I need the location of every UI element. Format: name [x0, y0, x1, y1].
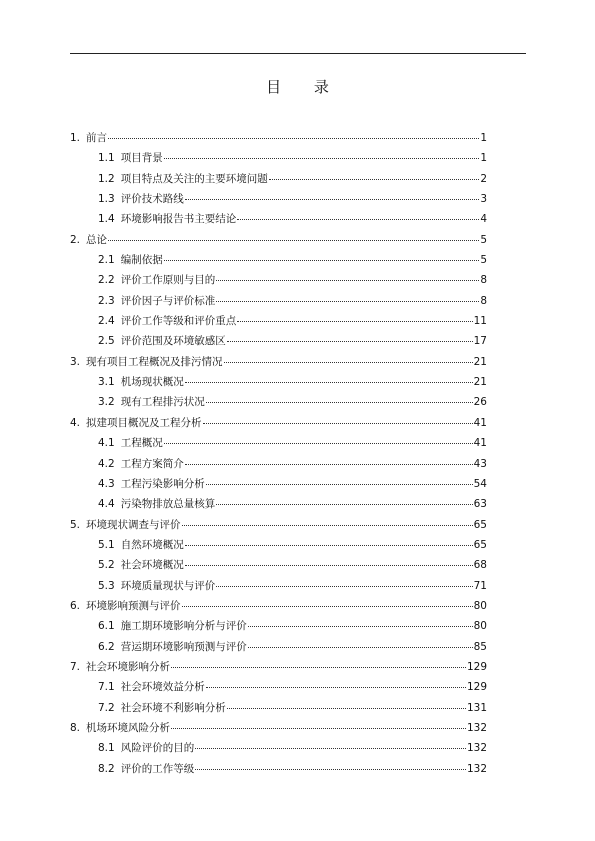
- toc-page-number: 54: [473, 477, 487, 490]
- toc-entry-number: 1.1: [98, 152, 115, 165]
- toc-section-entry[interactable]: [70, 291, 487, 311]
- toc-entry-number: 2.1: [98, 254, 115, 267]
- toc-dot-leader: [185, 464, 473, 465]
- toc-entry-title: 环境质量现状与评价: [120, 579, 216, 592]
- toc-section-entry[interactable]: [70, 494, 487, 514]
- toc-section-entry[interactable]: [70, 392, 487, 412]
- toc-entry-number: 4.2: [98, 457, 115, 470]
- toc-dot-leader: [269, 179, 480, 180]
- toc-page-number: 26: [473, 396, 487, 409]
- toc-section-entry[interactable]: [70, 331, 487, 351]
- toc-dot-leader: [237, 219, 479, 220]
- toc-entry-title: 前言: [86, 132, 108, 144]
- toc-page-number: 5: [480, 233, 487, 246]
- toc-section-entry[interactable]: [70, 148, 487, 168]
- toc-entry-number: 5.: [70, 518, 81, 531]
- toc-entry-number: 7.: [70, 660, 81, 673]
- toc-dot-leader: [224, 362, 473, 363]
- toc-page-number: 21: [473, 376, 487, 389]
- toc-chapter-entry[interactable]: [70, 718, 487, 738]
- toc-entry-number: 4.3: [98, 477, 115, 490]
- toc-entry-number: 5.2: [98, 559, 115, 572]
- toc-section-entry[interactable]: [70, 270, 487, 290]
- toc-page-number: 129: [466, 660, 487, 673]
- toc-page-number: 65: [473, 538, 487, 551]
- toc-section-entry[interactable]: [70, 677, 487, 697]
- toc-entry-number: 8.1: [98, 742, 115, 755]
- toc-dot-leader: [108, 138, 479, 139]
- table-of-contents: [70, 128, 487, 779]
- toc-dot-leader: [216, 301, 479, 302]
- toc-dot-leader: [182, 525, 473, 526]
- toc-entry-number: 1.: [70, 132, 81, 144]
- toc-section-entry[interactable]: [70, 738, 487, 758]
- toc-entry-number: 3.: [70, 355, 81, 368]
- toc-entry-title: 机场环境风险分析: [86, 721, 171, 734]
- toc-entry-title: 营运期环境影响预测与评价: [120, 640, 247, 653]
- toc-page-number: 68: [473, 559, 487, 572]
- toc-entry-title: 拟建项目概况及工程分析: [86, 416, 202, 429]
- toc-section-entry[interactable]: [70, 759, 487, 779]
- toc-page-number: 71: [473, 579, 487, 592]
- toc-entry-number: 2.: [70, 233, 81, 246]
- toc-entry-title: 环境影响预测与评价: [86, 599, 181, 612]
- toc-section-entry[interactable]: [70, 454, 487, 474]
- toc-page-number: 8: [480, 274, 487, 287]
- toc-dot-leader: [248, 626, 473, 627]
- toc-entry-title: 项目背景: [120, 152, 163, 165]
- toc-entry-title: 现有项目工程概况及排污情况: [86, 355, 223, 368]
- toc-entry-title: 自然环境概况: [120, 538, 184, 551]
- toc-dot-leader: [185, 545, 473, 546]
- toc-entry-title: 社会环境影响分析: [86, 660, 171, 673]
- toc-page-number: 85: [473, 640, 487, 653]
- toc-section-entry[interactable]: [70, 535, 487, 555]
- toc-dot-leader: [182, 606, 473, 607]
- toc-entry-title: 总论: [86, 233, 108, 246]
- toc-dot-leader: [164, 443, 473, 444]
- toc-entry-number: 8.: [70, 721, 81, 734]
- toc-dot-leader: [216, 586, 472, 587]
- toc-section-entry[interactable]: [70, 250, 487, 270]
- toc-dot-leader: [185, 565, 473, 566]
- header-rule: [70, 53, 526, 54]
- toc-section-entry[interactable]: [70, 637, 487, 657]
- toc-entry-title: 环境影响报告书主要结论: [120, 213, 237, 226]
- toc-dot-leader: [216, 280, 479, 281]
- toc-entry-title: 工程方案简介: [120, 457, 184, 470]
- toc-chapter-entry[interactable]: [70, 352, 487, 372]
- toc-entry-number: 5.3: [98, 579, 115, 592]
- toc-entry-title: 工程污染影响分析: [120, 477, 205, 490]
- toc-entry-number: 2.5: [98, 335, 115, 348]
- toc-entry-title: 社会环境效益分析: [120, 681, 205, 694]
- toc-entry-number: 8.2: [98, 762, 115, 775]
- toc-page-number: 43: [473, 457, 487, 470]
- toc-page-number: 8: [480, 294, 487, 307]
- toc-entry-number: 3.2: [98, 396, 115, 409]
- toc-dot-leader: [227, 341, 473, 342]
- toc-dot-leader: [108, 240, 479, 241]
- toc-entry-number: 1.2: [98, 172, 115, 185]
- toc-entry-number: 5.1: [98, 538, 115, 551]
- toc-page-number: 80: [473, 620, 487, 633]
- toc-page-number: 1: [480, 152, 487, 165]
- toc-dot-leader: [195, 748, 466, 749]
- toc-dot-leader: [206, 484, 473, 485]
- toc-entry-number: 6.1: [98, 620, 115, 633]
- toc-dot-leader: [164, 158, 480, 159]
- toc-dot-leader: [216, 504, 472, 505]
- toc-entry-title: 施工期环境影响分析与评价: [120, 620, 247, 633]
- toc-entry-number: 4.1: [98, 437, 115, 450]
- toc-chapter-entry[interactable]: [70, 128, 487, 148]
- toc-entry-title: 评价工作等级和评价重点: [120, 315, 237, 328]
- toc-entry-title: 评价范围及环境敏感区: [120, 335, 226, 348]
- toc-dot-leader: [171, 728, 466, 729]
- toc-chapter-entry[interactable]: [70, 596, 487, 616]
- toc-entry-title: 评价的工作等级: [120, 762, 195, 775]
- toc-page-number: 41: [473, 416, 487, 429]
- toc-entry-title: 环境现状调查与评价: [86, 518, 181, 531]
- toc-page-number: 5: [480, 254, 487, 267]
- toc-page-number: 63: [473, 498, 487, 511]
- toc-dot-leader: [206, 687, 466, 688]
- toc-dot-leader: [185, 382, 473, 383]
- toc-section-entry[interactable]: [70, 555, 487, 575]
- toc-chapter-entry[interactable]: [70, 230, 487, 250]
- toc-page-number: 1: [480, 132, 487, 144]
- toc-entry-number: 7.1: [98, 681, 115, 694]
- toc-entry-number: 2.2: [98, 274, 115, 287]
- toc-entry-title: 评价因子与评价标准: [120, 294, 216, 307]
- toc-entry-number: 2.4: [98, 315, 115, 328]
- toc-entry-number: 7.2: [98, 701, 115, 714]
- toc-dot-leader: [203, 423, 473, 424]
- toc-section-entry[interactable]: [70, 576, 487, 596]
- toc-page-number: 17: [473, 335, 487, 348]
- toc-page-number: 2: [480, 172, 487, 185]
- toc-dot-leader: [171, 667, 466, 668]
- toc-page-number: 129: [466, 681, 487, 694]
- toc-dot-leader: [185, 199, 480, 200]
- toc-entry-number: 3.1: [98, 376, 115, 389]
- toc-dot-leader: [195, 769, 466, 770]
- toc-entry-number: 1.4: [98, 213, 115, 226]
- toc-entry-title: 机场现状概况: [120, 376, 184, 389]
- toc-entry-title: 社会环境不利影响分析: [120, 701, 226, 714]
- toc-section-entry[interactable]: [70, 474, 487, 494]
- toc-entry-title: 项目特点及关注的主要环境问题: [120, 172, 268, 185]
- toc-section-entry[interactable]: [70, 372, 487, 392]
- toc-page-number: 132: [466, 721, 487, 734]
- toc-chapter-entry[interactable]: [70, 413, 487, 433]
- toc-page-number: 131: [466, 701, 487, 714]
- toc-entry-number: 4.: [70, 416, 81, 429]
- toc-section-entry[interactable]: [70, 189, 487, 209]
- toc-section-entry[interactable]: [70, 616, 487, 636]
- toc-page-number: 4: [480, 213, 487, 226]
- toc-entry-title: 社会环境概况: [120, 559, 184, 572]
- page-title: 目 录: [266, 78, 343, 96]
- toc-page-number: 11: [473, 315, 487, 328]
- toc-dot-leader: [237, 321, 472, 322]
- toc-page-number: 132: [466, 762, 487, 775]
- toc-entry-number: 2.3: [98, 294, 115, 307]
- toc-entry-number: 6.: [70, 599, 81, 612]
- toc-entry-number: 4.4: [98, 498, 115, 511]
- toc-entry-number: 6.2: [98, 640, 115, 653]
- toc-page-number: 65: [473, 518, 487, 531]
- toc-dot-leader: [227, 708, 466, 709]
- toc-page-number: 21: [473, 355, 487, 368]
- toc-section-entry[interactable]: [70, 209, 487, 229]
- toc-page-number: 132: [466, 742, 487, 755]
- toc-entry-number: 1.3: [98, 193, 115, 206]
- toc-entry-title: 评价工作原则与目的: [120, 274, 216, 287]
- toc-section-entry[interactable]: [70, 311, 487, 331]
- toc-entry-title: 风险评价的目的: [120, 742, 195, 755]
- toc-entry-title: 评价技术路线: [120, 193, 184, 206]
- toc-dot-leader: [206, 402, 473, 403]
- toc-chapter-entry[interactable]: [70, 657, 487, 677]
- toc-entry-title: 编制依据: [120, 254, 163, 267]
- toc-section-entry[interactable]: [70, 433, 487, 453]
- toc-page-number: 80: [473, 599, 487, 612]
- toc-entry-title: 工程概况: [120, 437, 163, 450]
- toc-section-entry[interactable]: [70, 169, 487, 189]
- toc-entry-title: 污染物排放总量核算: [120, 498, 216, 511]
- toc-page-number: 41: [473, 437, 487, 450]
- toc-entry-title: 现有工程排污状况: [120, 396, 205, 409]
- toc-chapter-entry[interactable]: [70, 515, 487, 535]
- toc-dot-leader: [164, 260, 480, 261]
- toc-dot-leader: [248, 647, 473, 648]
- toc-page-number: 3: [480, 193, 487, 206]
- toc-section-entry[interactable]: [70, 698, 487, 718]
